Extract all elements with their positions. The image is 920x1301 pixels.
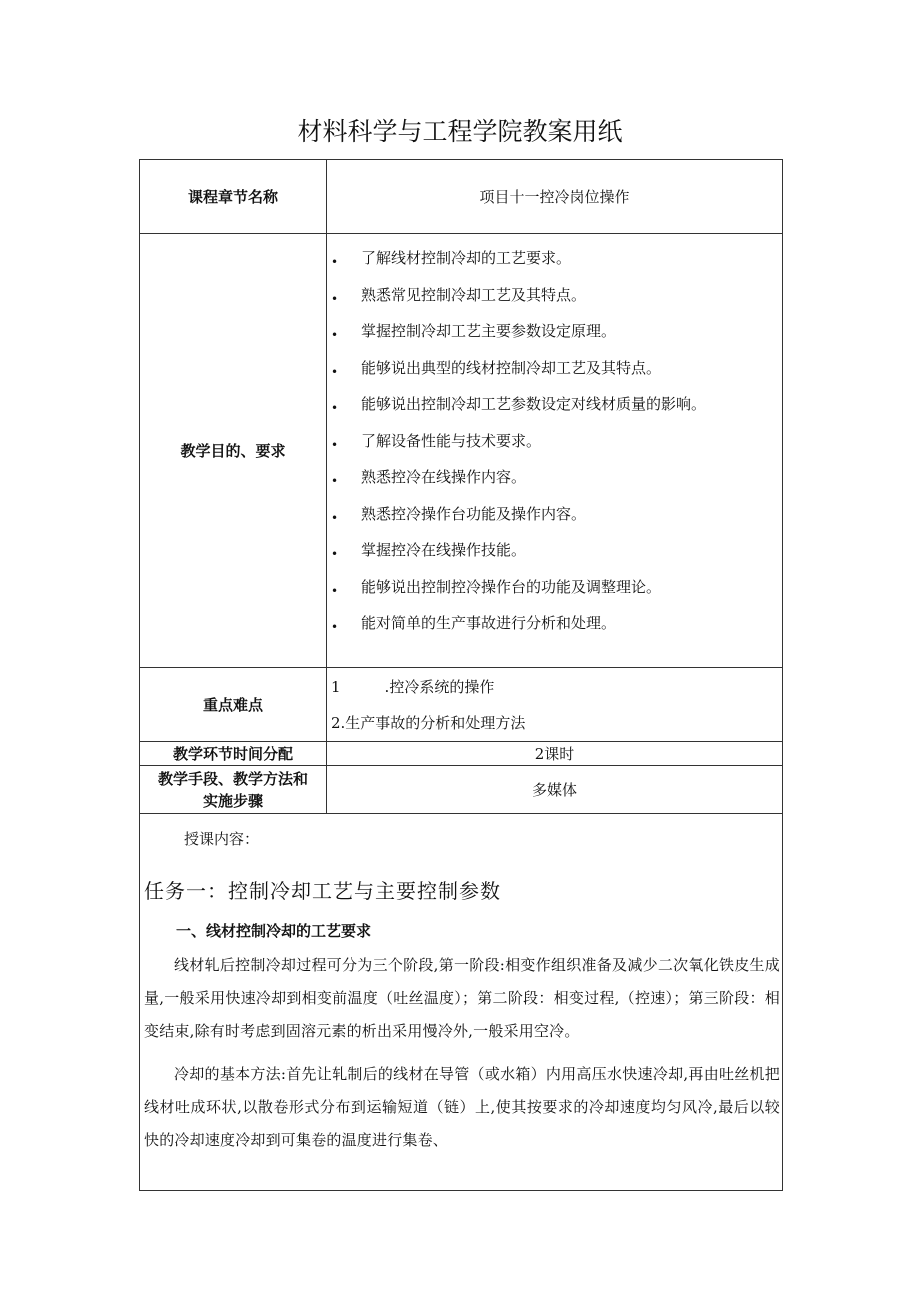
goal-item: • 了解设备性能与技术要求。 — [327, 423, 782, 460]
row-content — [140, 814, 783, 1191]
task-title: 任务一：控制冷却工艺与主要控制参数 — [144, 879, 501, 903]
bullet-icon: • — [331, 547, 339, 561]
goal-item: • 能够说出控制控冷操作台的功能及调整理论。 — [327, 569, 782, 606]
difficulty-cell — [327, 668, 783, 742]
goal-item: • 熟悉控冷在线操作内容。 — [327, 459, 782, 496]
goal-item: • 熟悉常见控制冷却工艺及其特点。 — [327, 277, 782, 314]
goal-item: • 能够说出控制冷却工艺参数设定对线材质量的影响。 — [327, 386, 782, 423]
course-label: 课程章节名称 — [140, 160, 327, 234]
goals-cell — [327, 234, 783, 668]
row-time — [140, 742, 783, 766]
bullet-icon: • — [331, 620, 339, 634]
page-title: 材料科学与工程学院教案用纸 — [297, 117, 623, 146]
content-intro: 授课内容： — [184, 830, 260, 848]
content-cell — [140, 814, 783, 1191]
method-label: 教学手段、教学方法和 实施步骤 — [140, 766, 327, 814]
row-difficulty — [140, 668, 783, 742]
paragraph-1: 线材轧后控制冷却过程可分为三个阶段,第一阶段:相变作组织准备及减少二次氧化铁皮生成量,一般采用快速冷却到相变前温度（吐丝温度）；第二阶段：相变过程,（控速）；第三阶段：相变结束,除有时考虑到固溶元素的析出采用慢冷外,一般采用空冷。 — [144, 956, 780, 1040]
goal-item: • 掌握控制冷却工艺主要参数设定原理。 — [327, 313, 782, 350]
time-value: 2课时 — [327, 742, 783, 766]
goal-item: • 熟悉控冷操作台功能及操作内容。 — [327, 496, 782, 533]
goal-item: • 能对简单的生产事故进行分析和处理。 — [327, 605, 782, 642]
row-goals — [140, 234, 783, 668]
method-value: 多媒体 — [327, 766, 783, 814]
bullet-icon: • — [331, 328, 339, 342]
difficulty-item-1: 1 .控冷系统的操作 — [331, 677, 495, 696]
bullet-icon: • — [331, 510, 339, 525]
difficulty-item-2: 2.生产事故的分析和处理方法 — [331, 713, 526, 732]
bullet-icon: • — [331, 255, 339, 269]
bullet-icon: • — [331, 364, 339, 379]
bullet-icon: • — [331, 437, 339, 452]
difficulty-label: 重点难点 — [140, 668, 327, 742]
row-course — [140, 160, 783, 234]
course-value: 项目十一控冷岗位操作 — [327, 160, 783, 234]
goal-item: • 了解线材控制冷却的工艺要求。 — [327, 240, 782, 277]
bullet-icon: • — [331, 474, 339, 488]
bullet-icon: • — [331, 291, 339, 306]
lesson-plan-table — [139, 159, 783, 1191]
time-label: 教学环节时间分配 — [140, 742, 327, 766]
section-title: 一、线材控制冷却的工艺要求 — [176, 922, 372, 940]
row-method — [140, 766, 783, 814]
goals-label: 教学目的、要求 — [140, 234, 327, 668]
bullet-icon: • — [331, 401, 339, 415]
goal-item: • 掌握控冷在线操作技能。 — [327, 532, 782, 569]
paragraph-2: 冷却的基本方法:首先让轧制后的线材在导管（或水箱）内用高压水快速冷却,再由吐丝机把线材吐成环状,以散卷形式分布到运输短道（链）上,使其按要求的冷却速度均匀风冷,最后以较快的冷却速度冷却到可集卷的温度进行集卷、 — [144, 1065, 780, 1149]
goals-list — [327, 234, 782, 650]
bullet-icon: • — [331, 583, 339, 598]
goal-item: • 能够说出典型的线材控制冷却工艺及其特点。 — [327, 350, 782, 387]
